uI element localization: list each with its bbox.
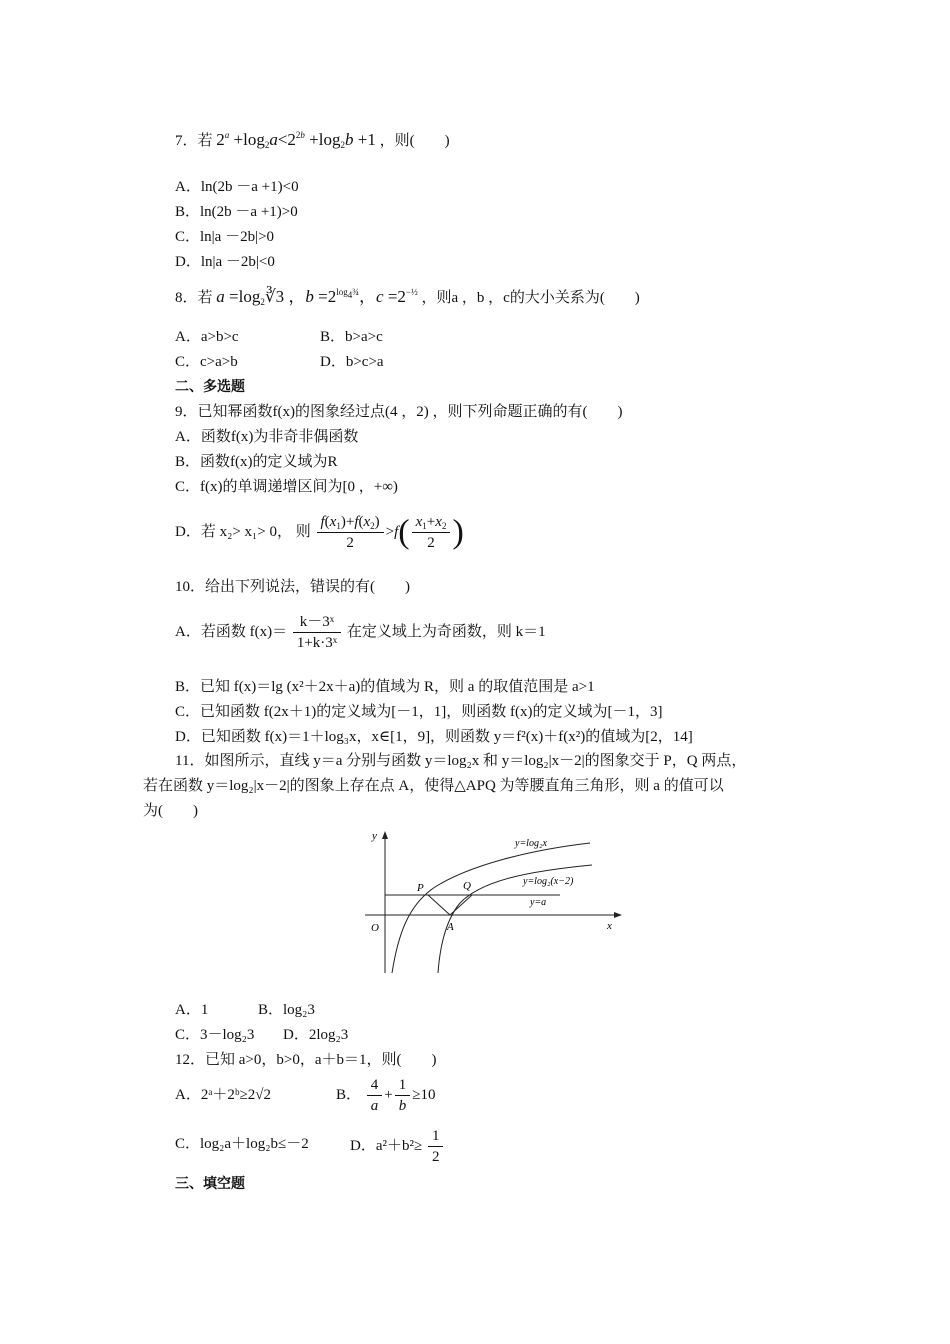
label-P: P	[417, 882, 424, 894]
q10-option-b: B．已知 f(x)＝lg (x²＋2x＋a)的值域为 R，则 a 的取值范围是 a>1	[175, 679, 595, 695]
q12-option-a: A．2ᵃ＋2ᵇ≥2√2	[175, 1087, 272, 1103]
label-Q: Q	[463, 880, 471, 892]
label-x: x	[607, 920, 612, 932]
q11-option-c: C．3－log₂3	[175, 1027, 255, 1043]
q8-option-d: D．b>c>a	[320, 354, 384, 370]
q9-fraction-left: $\frac{f(x_1)+f(x_2)}{2}$	[317, 512, 384, 553]
q12-fraction-4a: $\frac{4}{a}$	[367, 1075, 383, 1116]
q7-option-a: A．ln(2b －a +1)<0	[175, 179, 299, 195]
q8-stem	[175, 287, 640, 308]
label-origin: O	[371, 922, 379, 934]
segment-PA	[428, 895, 450, 915]
q12-stem: 12．已知 a>0，b>0，a＋b＝1，则( )	[175, 1052, 437, 1068]
q11-line-1: 11．如图所示，直线 y＝a 分别与函数 y＝log₂x 和 y＝log₂|x－2|的图象交于 P，Q 两点，	[175, 753, 747, 769]
q7-option-d: D．ln|a －2b|<0	[175, 254, 275, 270]
q8-option-a: A．a>b>c	[175, 329, 239, 345]
q7-suffix: ，则( )	[379, 133, 450, 149]
label-line: y=a	[530, 897, 547, 908]
x-axis-arrow	[614, 912, 622, 918]
q12-fraction-1b: $\frac{1}{b}$	[395, 1075, 411, 1116]
q12-option-b: B． $\frac{4}{a}$ + $\frac{1}{b}$ ≥10	[336, 1077, 436, 1114]
q10-stem: 10．给出下列说法，错误的有( )	[175, 579, 410, 595]
segment-QA	[450, 895, 472, 915]
q10-option-c: C．已知函数 f(2x＋1)的定义域为[－1，1]，则函数 f(x)的定义域为[－1，3]	[175, 704, 663, 720]
q10-option-d: D．已知函数 f(x)＝1＋log₃x，x∈[1，9]，则函数 y＝f²(x)＋f(x²)的值域为[2，14]	[175, 729, 693, 745]
curve-log2x	[392, 843, 590, 973]
q8-option-c: C．c>a>b	[175, 354, 238, 370]
q9-option-c: C．f(x)的单调递增区间为[0 ，+∞)	[175, 479, 398, 495]
q10-option-a: A．若函数 f(x)＝ $\frac{\text{k－3ˣ}}{\text{1+k·3ˣ}}$ 在定义域上为奇函数，则 k＝1	[175, 614, 546, 651]
q7-condition: $2^a +\log_2a<2^{2b} +\log_2b +1$	[216, 130, 376, 150]
q12-option-d: D．a²＋b²≥ $\frac{1}{2}$	[350, 1126, 445, 1167]
q11-line-2: 若在函数 y＝log₂|x－2|的图象上存在点 A，使得△APQ 为等腰直角三角形，则 a 的值可以	[143, 778, 724, 794]
q7-option-b: B．ln(2b －a +1)>0	[175, 204, 298, 220]
q10-fraction: $\frac{\text{k－3ˣ}}{\text{1+k·3ˣ}}$	[293, 612, 341, 653]
q9-fraction-right: $\frac{x_1+x_2}{2}$	[412, 512, 451, 553]
q7-stem	[175, 130, 450, 151]
q7-option-c: C．ln|a －2b|>0	[175, 229, 275, 245]
q7-prefix: 7．若	[175, 133, 213, 149]
label-curve2: y=log₂(x−2)	[523, 876, 574, 887]
q9-option-d: D．若 x₂> x₁> 0， 则 $\frac{f(x_1)+f(x_2)}{2}$ >f( $\frac{x_1+x_2}{2}$ )	[175, 513, 464, 551]
q8-prefix: 8．若	[175, 290, 213, 306]
y-axis-arrow	[382, 831, 388, 839]
q12-option-c: C．log₂a＋log₂b≤－2	[175, 1136, 309, 1152]
q8-condition: $a =\log_2∛3$ ，$b =2^{log_4\frac{3}{4}}$，$c =2^{-\frac{1}{2}}$	[216, 287, 418, 307]
q9-option-b: B．函数f(x)的定义域为R	[175, 454, 338, 470]
q11-option-d: D．2log₂3	[283, 1027, 349, 1043]
q11-graph	[360, 825, 630, 975]
section-heading-2: 二、多选题	[175, 379, 245, 395]
label-curve1: y=log₂x	[515, 838, 547, 849]
label-y: y	[372, 830, 377, 842]
q11-line-3: 为( )	[143, 803, 198, 819]
q11-option-b: B．log₂3	[258, 1002, 315, 1018]
label-A: A	[447, 921, 454, 933]
q9-stem: 9．已知幂函数f(x)的图象经过点(4 ，2) ，则下列命题正确的有( )	[175, 404, 623, 420]
q8-suffix: ，则a ，b ，c的大小关系为( )	[421, 290, 640, 306]
q8-option-b: B．b>a>c	[320, 329, 383, 345]
q12-fraction-half: $\frac{1}{2}$	[428, 1126, 444, 1167]
q9-option-a: A．函数f(x)为非奇非偶函数	[175, 429, 359, 445]
q11-option-a: A．1	[175, 1002, 209, 1018]
section-heading-3: 三、填空题	[175, 1176, 245, 1192]
